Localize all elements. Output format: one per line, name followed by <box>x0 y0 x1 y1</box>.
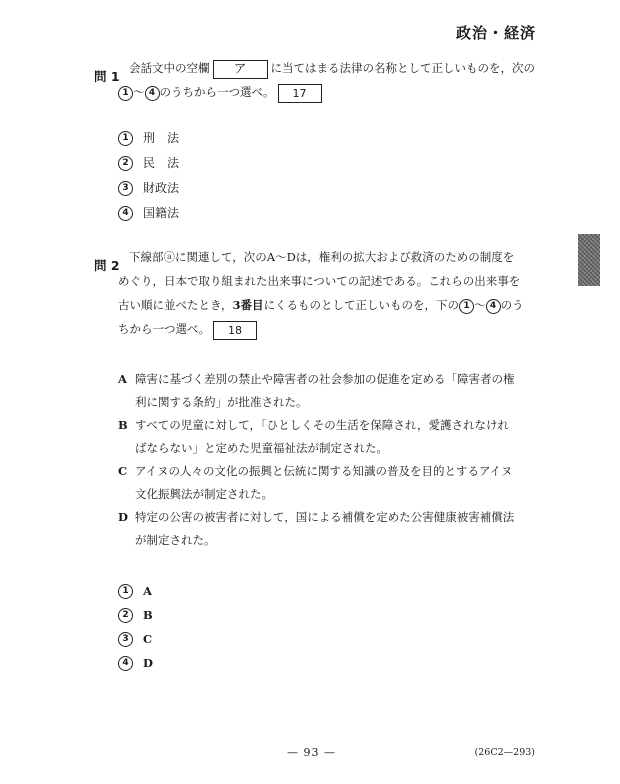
circled-number: 4 <box>145 86 160 101</box>
range-separator: ～ <box>474 298 486 312</box>
statement-c-cont: 文化振興法が制定された。 <box>135 487 273 501</box>
exam-code: (26C2—293) <box>474 747 535 758</box>
statement-c <box>118 460 512 483</box>
choice-text: 民 法 <box>143 156 180 170</box>
q1-choice-4 <box>118 205 179 221</box>
circled-number: 1 <box>118 584 133 599</box>
statement-letter: B <box>118 418 128 432</box>
q1-text-part: に当てはまる法律の名称として正しいものを，次の <box>270 61 536 75</box>
question-2-line-4 <box>118 318 260 341</box>
question-1-line-1 <box>129 57 535 80</box>
q2-text-part: のう <box>500 298 524 312</box>
q1-choice-3 <box>118 180 179 196</box>
choice-text: 財政法 <box>143 181 180 195</box>
q2-text-part: 古い順に並べたとき， <box>118 298 233 312</box>
subject-header: 政治・経済 <box>455 24 536 42</box>
circled-number: 1 <box>118 86 133 101</box>
circled-number: 1 <box>118 131 133 146</box>
choice-text: 刑 法 <box>143 131 180 145</box>
circled-number: 3 <box>118 181 133 196</box>
choice-text: 国籍法 <box>143 206 180 220</box>
choice-text: B <box>143 608 153 622</box>
circled-number: 4 <box>118 206 133 221</box>
question-1-line-2 <box>118 81 325 104</box>
q1-text-part: 会話文中の空欄 <box>129 61 210 75</box>
circled-number: 4 <box>486 299 501 314</box>
q1-choice-2 <box>118 155 179 171</box>
q2-choice-3 <box>118 631 152 647</box>
circled-number: 3 <box>118 632 133 647</box>
statement-text: 特定の公害の被害者に対して，国による補償を定めた公害健康被害補償法 <box>135 510 515 524</box>
circled-number: 1 <box>459 299 474 314</box>
q1-choice-1 <box>118 130 179 146</box>
statement-text: アイヌの人々の文化の振興と伝統に関する知識の普及を目的とするアイヌ <box>135 464 513 478</box>
q2-emphasis: 3番目 <box>232 298 264 312</box>
blank-box-a: ア <box>213 60 268 79</box>
choice-text: C <box>143 632 153 646</box>
page-number: — 93 — <box>287 746 336 759</box>
statement-b <box>118 414 509 437</box>
choice-text: A <box>143 584 152 598</box>
question-2-line-3 <box>118 294 524 317</box>
side-index-tab <box>578 234 600 286</box>
question-1-label: 問 1 <box>94 69 120 84</box>
range-separator: ～ <box>133 85 145 99</box>
statement-letter: A <box>118 372 127 386</box>
q2-choice-4 <box>118 655 153 671</box>
circled-number: 2 <box>118 156 133 171</box>
q2-choice-2 <box>118 607 153 623</box>
statement-d <box>118 506 514 529</box>
q1-text-part: のうちから一つ選べ。 <box>159 85 275 99</box>
statement-a <box>118 368 515 391</box>
statement-letter: C <box>118 464 128 478</box>
q2-text-part: ちから一つ選べ。 <box>118 322 210 336</box>
q2-choice-1 <box>118 583 152 599</box>
q2-text-part: にくるものとして正しいものを，下の <box>263 298 460 312</box>
statement-d-cont: が制定された。 <box>135 533 216 547</box>
circled-number: 4 <box>118 656 133 671</box>
question-2-line-2: めぐり，日本で取り組まれた出来事についての記述である。これらの出来事を <box>118 274 521 288</box>
choice-text: D <box>143 656 153 670</box>
statement-letter: D <box>118 510 128 524</box>
statement-text: 障害に基づく差別の禁止や障害者の社会参加の促進を定める「障害者の権 <box>135 372 515 386</box>
question-2-label: 問 2 <box>94 258 120 273</box>
statement-b-cont: ばならない」と定めた児童福祉法が制定された。 <box>135 441 388 455</box>
answer-number-box: 17 <box>278 84 322 103</box>
statement-a-cont: 利に関する条約」が批准された。 <box>135 395 308 409</box>
circled-number: 2 <box>118 608 133 623</box>
answer-number-box: 18 <box>213 321 257 340</box>
question-2-line-1: 下線部ⓐに関連して，次のA～Dは，権利の拡大および救済のための制度を <box>129 250 515 264</box>
statement-text: すべての児童に対して，「ひとしくその生活を保障され，愛護されなけれ <box>135 418 509 432</box>
